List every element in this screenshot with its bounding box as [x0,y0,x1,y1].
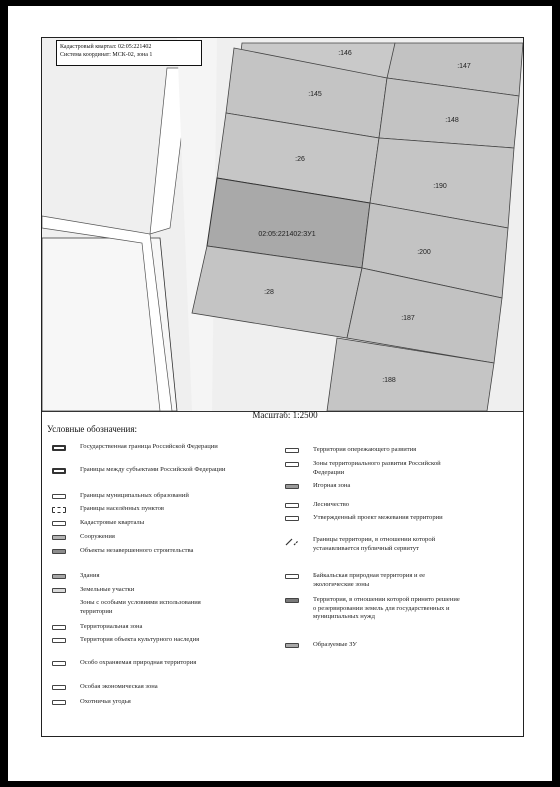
legend-label: Сооружения [80,533,115,540]
legend-symbol [285,484,299,489]
legend-symbol [52,700,66,705]
coordinate-system-label: Система координат: МСК-02, зона 1 [60,52,153,58]
legend-symbol [285,448,299,453]
parcel-label: :28 [264,289,274,296]
legend-symbol [285,538,299,543]
legend-label: Зоны с особыми условиями использования территории [80,599,201,615]
legend-label: Зоны территориального развития Российской Федерации [313,460,441,476]
legend-label: Территория опережающего развития [313,446,417,453]
legend-label: Границы между субъектами Российской Федерации [80,466,226,473]
cadastral-quarter-label: Кадастровый квартал: 02:05:221402 [60,44,152,50]
legend-label: Особая экономическая зона [80,683,158,690]
parcel-label: :148 [445,117,459,124]
legend-label: Границы территории, в отношении которой устанавливается публичный сервитут [313,536,436,552]
legend-label: Лесничество [313,501,350,508]
legend-symbol [52,625,66,630]
legend-symbol [285,574,299,579]
legend-symbol [52,549,66,554]
legend-symbol [285,516,299,521]
legend-symbol [52,521,66,526]
map-canvas[interactable] [42,38,523,411]
legend-label: Территория объекта культурного наследия [80,636,200,643]
legend-label: Объекты незавершенного строительства [80,547,194,554]
legend-label: Байкальская природная территория и ее экологические зоны [313,572,426,588]
legend-label: Границы муниципальных образований [80,492,189,499]
legend-symbol [52,507,66,513]
legend-symbol [52,661,66,666]
legend-label: Игорная зона [313,482,351,489]
legend-symbol [52,535,66,540]
legend-label: Образуемые ЗУ [313,641,357,648]
legend-symbol [285,462,299,467]
legend-symbol [52,494,66,499]
parcel-label: :26 [295,156,305,163]
legend-symbol [52,588,66,593]
parcel-label: :146 [338,50,352,57]
legend-title: Условные обозначения: [47,424,138,434]
legend-label: Кадастровые кварталы [80,519,145,526]
parcel-label: :190 [433,183,447,190]
legend-label: Границы населённых пунктов [80,505,164,512]
legend-label: Утвержденный проект межевания территории [313,514,443,521]
cadastral-map[interactable] [42,38,523,412]
parcel-label: :145 [308,91,322,98]
legend-label: Территория, в отношении которой принято решение о резервировании земель для государственных и муниципальных нужд [313,596,460,621]
map-scale: Масштаб: 1:2500 [252,410,318,420]
legend-symbol [285,503,299,508]
parcel-label: :147 [457,63,471,70]
parcel-label: :188 [382,377,396,384]
legend-symbol [52,574,66,579]
legend-label: Территориальная зона [80,623,143,630]
legend-symbol [52,468,66,474]
legend-symbol [52,638,66,643]
legend-label: Здания [80,572,100,579]
legend-symbol [285,598,299,603]
parcel-label: :200 [417,249,431,256]
cadastral-info-box [56,40,202,66]
legend-label: Государственная граница Российской Федерации [80,443,218,450]
parcel-label: 02:05:221402:ЗУ1 [258,231,316,238]
legend-label: Особо охраняемая природная территория [80,659,197,666]
legend-symbol [52,685,66,690]
legend-label: Земельные участки [80,586,135,593]
legend-symbol [52,445,66,451]
legend-symbol [285,643,299,648]
legend-symbol [52,601,66,606]
parcel-label: :187 [401,315,415,322]
legend-label: Охотничьи угодья [80,698,131,705]
